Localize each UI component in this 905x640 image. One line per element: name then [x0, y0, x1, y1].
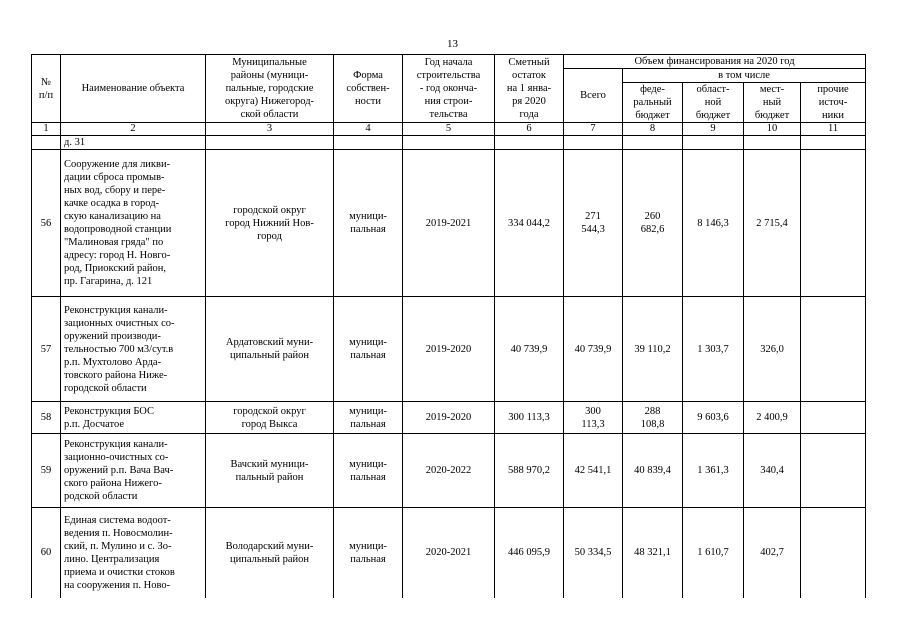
row-num: 58 — [32, 402, 61, 434]
federal-budget: 260 682,6 — [623, 150, 683, 297]
estimate-balance: 300 113,3 — [495, 402, 564, 434]
local-budget: 2 400,9 — [744, 402, 801, 434]
construction-years: 2019-2020 — [403, 297, 495, 402]
column-numbers-row — [32, 123, 866, 136]
table-row — [32, 508, 866, 598]
regional-budget: 1 303,7 — [683, 297, 744, 402]
other-sources — [801, 150, 866, 297]
col-number: 5 — [403, 123, 495, 136]
continuation-text: д. 31 — [61, 136, 206, 150]
col-number: 7 — [564, 123, 623, 136]
construction-years: 2019-2021 — [403, 150, 495, 297]
object-name: Реконструкция канали- зационных очистных со- оружений производи- тельностью 700 м3/сут.в р.п. Мухтолово Арда- товского района Ниже- городской области — [61, 297, 206, 402]
total-financing: 300 113,3 — [564, 402, 623, 434]
local-budget: 2 715,4 — [744, 150, 801, 297]
district: городской округ город Выкса — [206, 402, 334, 434]
header-estimate: Сметный остаток на 1 янва- ря 2020 года — [495, 55, 564, 123]
district: Вачский муници- пальный район — [206, 434, 334, 508]
estimate-balance: 446 095,9 — [495, 508, 564, 598]
other-sources — [801, 297, 866, 402]
header-local: мест- ный бюджет — [744, 83, 801, 123]
object-name: Единая система водоот- ведения п. Новосмолин- ский, п. Мулино и с. Зо- лино. Централизация приема и очистки стоков на сооружения п. Ново- — [61, 508, 206, 598]
regional-budget: 9 603,6 — [683, 402, 744, 434]
local-budget: 326,0 — [744, 297, 801, 402]
col-number: 4 — [334, 123, 403, 136]
total-financing: 42 541,1 — [564, 434, 623, 508]
ownership-form: муници- пальная — [334, 434, 403, 508]
regional-budget: 8 146,3 — [683, 150, 744, 297]
header-including: в том числе — [623, 69, 866, 83]
header-regional: област- ной бюджет — [683, 83, 744, 123]
table-body — [32, 136, 866, 598]
estimate-balance: 334 044,2 — [495, 150, 564, 297]
financing-table — [31, 54, 866, 598]
object-name: Реконструкция канали- зационно-очистных со- оружений р.п. Вача Вач- ского района Нижего- родской области — [61, 434, 206, 508]
table-header — [32, 55, 866, 136]
header-district: Муниципальные районы (муници- пальные, городские округа) Нижегород- ской области — [206, 55, 334, 123]
header-num: № п/п — [32, 55, 61, 123]
district: Володарский муни- ципальный район — [206, 508, 334, 598]
header-form: Форма собствен- ности — [334, 55, 403, 123]
construction-years: 2020-2021 — [403, 508, 495, 598]
row-num: 57 — [32, 297, 61, 402]
col-number: 3 — [206, 123, 334, 136]
header-financing: Объем финансирования на 2020 год — [564, 55, 866, 69]
construction-years: 2020-2022 — [403, 434, 495, 508]
other-sources — [801, 434, 866, 508]
row-num: 59 — [32, 434, 61, 508]
estimate-balance: 40 739,9 — [495, 297, 564, 402]
district: Ардатовский муни- ципальный район — [206, 297, 334, 402]
col-number: 9 — [683, 123, 744, 136]
ownership-form: муници- пальная — [334, 402, 403, 434]
table-row — [32, 136, 866, 150]
header-other: прочие источ- ники — [801, 83, 866, 123]
federal-budget: 39 110,2 — [623, 297, 683, 402]
regional-budget: 1 361,3 — [683, 434, 744, 508]
ownership-form: муници- пальная — [334, 150, 403, 297]
col-number: 11 — [801, 123, 866, 136]
header-years: Год начала строительства - год оконча- ния строи- тельства — [403, 55, 495, 123]
row-num: 56 — [32, 150, 61, 297]
local-budget: 340,4 — [744, 434, 801, 508]
col-number: 1 — [32, 123, 61, 136]
total-financing: 271 544,3 — [564, 150, 623, 297]
federal-budget: 288 108,8 — [623, 402, 683, 434]
total-financing: 40 739,9 — [564, 297, 623, 402]
ownership-form: муници- пальная — [334, 508, 403, 598]
table-row — [32, 297, 866, 402]
federal-budget: 40 839,4 — [623, 434, 683, 508]
other-sources — [801, 402, 866, 434]
regional-budget: 1 610,7 — [683, 508, 744, 598]
total-financing: 50 334,5 — [564, 508, 623, 598]
federal-budget: 48 321,1 — [623, 508, 683, 598]
col-number: 8 — [623, 123, 683, 136]
col-number: 10 — [744, 123, 801, 136]
object-name: Сооружение для ликви- дации сброса промыв- ных вод, сбору и пере- качке осадка в город- скую канализацию на водопроводной станции "Малиновая гряда" по адресу: город Н. Новго- род, Приокский район, пр. Гагарина, д. 121 — [61, 150, 206, 297]
estimate-balance: 588 970,2 — [495, 434, 564, 508]
district: городской округ город Нижний Нов- город — [206, 150, 334, 297]
col-number: 2 — [61, 123, 206, 136]
col-number: 6 — [495, 123, 564, 136]
construction-years: 2019-2020 — [403, 402, 495, 434]
object-name: Реконструкция БОС р.п. Досчатое — [61, 402, 206, 434]
header-total: Всего — [564, 69, 623, 123]
other-sources — [801, 508, 866, 598]
header-federal: феде- ральный бюджет — [623, 83, 683, 123]
local-budget: 402,7 — [744, 508, 801, 598]
row-num: 60 — [32, 508, 61, 598]
ownership-form: муници- пальная — [334, 297, 403, 402]
page-number: 13 — [447, 38, 458, 50]
table-row — [32, 150, 866, 297]
table-row — [32, 402, 866, 434]
header-name: Наименование объекта — [61, 55, 206, 123]
table-row — [32, 434, 866, 508]
